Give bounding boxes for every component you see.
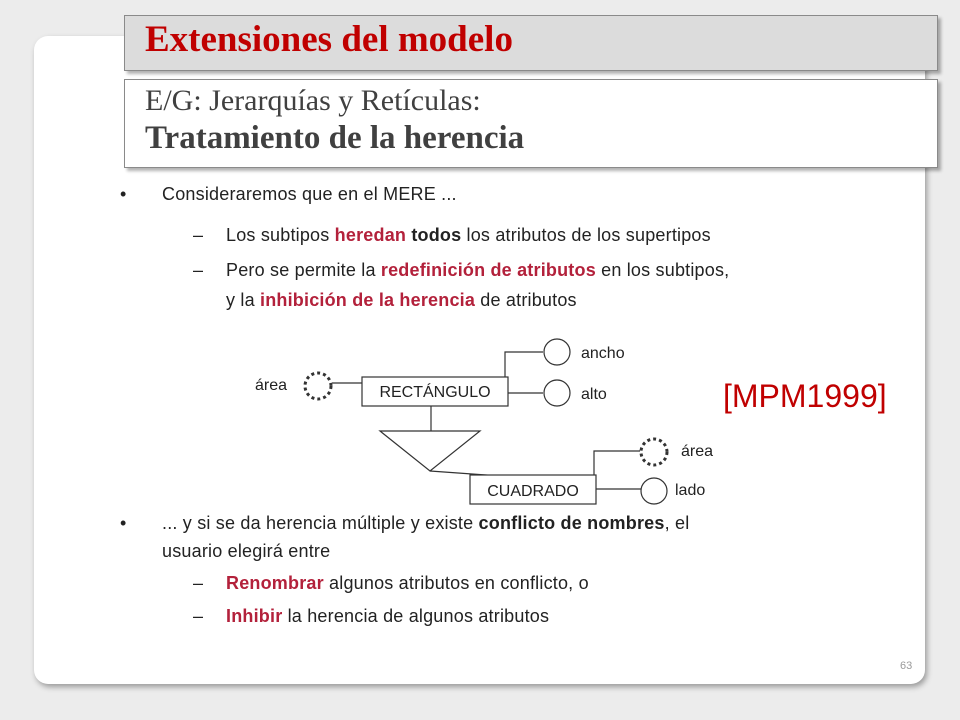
sub1-pre: Los subtipos — [226, 225, 335, 245]
reference-tag: [MPM1999] — [723, 378, 887, 414]
entity-rectangulo-label: RECTÁNGULO — [379, 384, 491, 401]
attr-area-super-circle — [305, 373, 331, 399]
page-number: 63 — [900, 660, 913, 672]
sub3-post: algunos atributos en conflicto, o — [323, 573, 589, 593]
bullet2-post: , el — [664, 513, 690, 533]
attr-alto-circle — [544, 380, 570, 406]
attr-ancho-circle — [544, 339, 570, 365]
attr-area-super-label: área — [255, 377, 288, 394]
subtitle-line1: E/G: Jerarquías y Retículas: — [145, 84, 481, 117]
sub2-post: en los subtipos, — [595, 260, 730, 280]
attr-ancho-label: ancho — [581, 345, 625, 362]
subtitle-line2: Tratamiento de la herencia — [145, 120, 525, 156]
attr-lado-circle — [641, 478, 667, 504]
sub4-post: la herencia de algunos atributos — [282, 606, 550, 626]
dash-marker: – — [193, 573, 204, 593]
bullet2-bold: conflicto de nombres — [478, 513, 665, 533]
sub3-highlight: Renombrar — [226, 573, 324, 593]
bullet2-line1 — [162, 513, 689, 534]
bullet-marker: • — [120, 513, 127, 533]
sub2-highlight2: inhibición de la herencia — [260, 290, 476, 310]
isa-triangle — [380, 431, 480, 471]
sub1-post: los atributos de los supertipos — [461, 225, 711, 245]
attr-lado-label: lado — [675, 482, 706, 499]
sub4-line — [226, 606, 549, 627]
attr-alto-label: alto — [581, 386, 607, 403]
dash-marker: – — [193, 260, 204, 280]
sub1-bold: todos — [411, 225, 462, 245]
bullet2-pre: ... y si se da herencia múltiple y existe — [162, 513, 479, 533]
sub3-line — [226, 573, 589, 594]
sub2-line2-post: de atributos — [475, 290, 577, 310]
dash-marker: – — [193, 606, 204, 626]
dash-marker: – — [193, 225, 204, 245]
sub2-highlight1: redefinición de atributos — [380, 260, 596, 280]
slide-title: Extensiones del modelo — [145, 19, 513, 60]
sub4-highlight: Inhibir — [226, 606, 283, 626]
sub2-pre: Pero se permite la — [226, 260, 381, 280]
bullet2-line2: usuario elegirá entre — [162, 541, 331, 561]
attr-area-sub-label: área — [681, 443, 714, 460]
line-area-sub — [594, 451, 640, 475]
bullet1-text: Consideraremos que en el MERE ... — [162, 184, 457, 204]
entity-cuadrado-label: CUADRADO — [487, 483, 579, 500]
attr-area-sub-circle — [641, 439, 667, 465]
sub2-line2-pre: y la — [226, 290, 261, 310]
bullet-marker: • — [120, 184, 127, 204]
line-ancho — [505, 352, 543, 377]
sub1-highlight: heredan — [334, 225, 407, 245]
